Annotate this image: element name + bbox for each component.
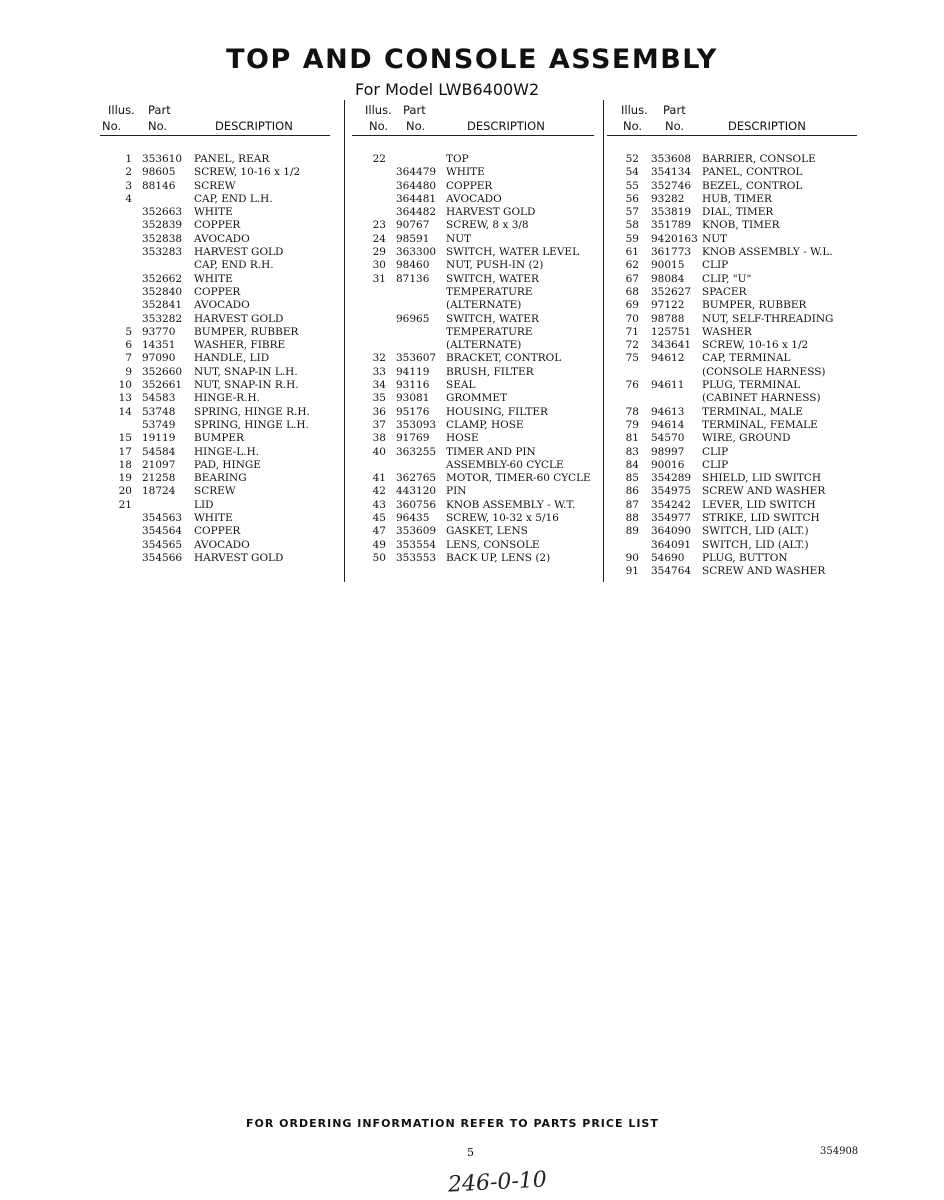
- part-number: 21258: [142, 472, 176, 485]
- part-number: 353607: [396, 352, 437, 365]
- part-number: 94612: [651, 352, 685, 365]
- illus-number: 90: [625, 551, 639, 564]
- part-number: 97122: [651, 299, 685, 312]
- part-number: 352839: [142, 219, 183, 232]
- part-description: SCREW, 8 x 3/8: [446, 219, 529, 232]
- part-number: 364091: [651, 538, 692, 551]
- illus-number: 10: [118, 379, 132, 392]
- part-description: CLIP: [702, 458, 729, 471]
- part-number: 98605: [142, 166, 176, 179]
- part-description: HARVEST GOLD: [194, 246, 284, 259]
- part-description: KNOB ASSEMBLY - W.L.: [702, 246, 833, 259]
- part-description: SCREW, 10-16 x 1/2: [702, 339, 809, 352]
- part-description: TOP: [446, 153, 469, 165]
- part-description: WHITE: [194, 272, 233, 285]
- part-description: WIRE, GROUND: [702, 432, 791, 445]
- illus-number: 50: [372, 551, 386, 564]
- part-description: AVOCADO: [194, 538, 250, 551]
- illus-number: 69: [625, 299, 639, 312]
- header-part-no: No.: [665, 119, 685, 133]
- part-number: 88146: [142, 179, 176, 192]
- illus-number: 71: [625, 325, 639, 338]
- part-number: 352840: [142, 285, 183, 298]
- part-description: BARRIER, CONSOLE: [702, 153, 816, 165]
- header-description: DESCRIPTION: [215, 119, 293, 133]
- part-number: 93770: [142, 325, 176, 338]
- illus-number: 81: [625, 432, 639, 445]
- illus-number: 37: [372, 418, 386, 431]
- header-rule: [352, 135, 594, 136]
- illus-number: 83: [625, 445, 639, 458]
- part-description: PLUG, BUTTON: [702, 551, 788, 564]
- illus-number: 13: [118, 392, 132, 405]
- part-number: 354565: [142, 538, 183, 551]
- part-number: 125751: [651, 325, 692, 338]
- header-part: Part: [663, 103, 686, 117]
- illus-number: 87: [625, 498, 639, 511]
- part-description: SWITCH, WATER LEVEL: [446, 246, 580, 259]
- illus-number: 21: [118, 498, 132, 511]
- part-description: LID: [194, 498, 214, 511]
- part-description: CAP, END L.H.: [194, 192, 273, 205]
- illus-number: 56: [625, 192, 639, 205]
- illus-number: 18: [118, 458, 132, 471]
- header-illus: Illus.: [621, 103, 648, 117]
- part-description: ASSEMBLY-60 CYCLE: [446, 458, 564, 471]
- column-divider: [603, 100, 604, 582]
- illus-number: 5: [125, 325, 132, 338]
- part-description: TERMINAL, MALE: [702, 405, 803, 418]
- illus-number: 62: [625, 259, 639, 272]
- part-number: 354289: [651, 472, 692, 485]
- illus-number: 78: [625, 405, 639, 418]
- part-number: 354566: [142, 551, 183, 564]
- part-number: 353283: [142, 246, 183, 259]
- part-number: 54584: [142, 445, 176, 458]
- part-description: WHITE: [194, 512, 233, 525]
- part-number: 97090: [142, 352, 176, 365]
- model-subtitle: For Model LWB6400W2: [355, 80, 540, 99]
- part-number: 94119: [396, 365, 430, 378]
- illus-number: 29: [372, 246, 386, 259]
- illus-number: 35: [372, 392, 386, 405]
- illus-number: 75: [625, 352, 639, 365]
- illus-number: 59: [625, 232, 639, 245]
- column-divider: [344, 100, 345, 582]
- illus-number: 43: [372, 498, 386, 511]
- part-number: 354242: [651, 498, 692, 511]
- part-description: BRACKET, CONTROL: [446, 352, 562, 365]
- parts-column-3: [615, 101, 865, 578]
- part-description: SCREW: [194, 485, 236, 498]
- part-number: 91769: [396, 432, 430, 445]
- illus-number: 41: [372, 472, 386, 485]
- part-description: SCREW AND WASHER: [702, 565, 826, 578]
- illus-number: 23: [372, 219, 386, 232]
- part-description: WHITE: [194, 206, 233, 219]
- illus-number: 4: [125, 192, 132, 205]
- illus-number: 42: [372, 485, 386, 498]
- part-description: HINGE-L.H.: [194, 445, 260, 458]
- part-description: HARVEST GOLD: [194, 312, 284, 325]
- part-description: TEMPERATURE: [446, 285, 533, 298]
- illus-number: 88: [625, 512, 639, 525]
- part-number: 90015: [651, 259, 685, 272]
- part-description: BEZEL, CONTROL: [702, 179, 803, 192]
- illus-number: 67: [625, 272, 639, 285]
- part-description: SHIELD, LID SWITCH: [702, 472, 822, 485]
- part-number: 361773: [651, 246, 692, 259]
- part-number: 90767: [396, 219, 430, 232]
- part-number: 9420163: [651, 232, 698, 245]
- illus-number: 91: [625, 565, 639, 578]
- header-illus: Illus.: [108, 103, 135, 117]
- part-description: HANDLE, LID: [194, 352, 270, 365]
- header-part: Part: [403, 103, 426, 117]
- page-title: TOP AND CONSOLE ASSEMBLY: [226, 44, 718, 75]
- header-part: Part: [148, 103, 171, 117]
- part-description: NUT, PUSH-IN (2): [446, 259, 544, 272]
- header-illus-no: No.: [102, 119, 122, 133]
- part-number: 353553: [396, 551, 437, 564]
- part-number: 364482: [396, 206, 437, 219]
- part-description: TERMINAL, FEMALE: [702, 418, 818, 431]
- part-description: HINGE-R.H.: [194, 392, 261, 405]
- part-number: 54690: [651, 551, 685, 564]
- part-number: 364090: [651, 525, 692, 538]
- part-description: BEARING: [194, 472, 247, 485]
- illus-number: 40: [372, 445, 386, 458]
- part-description: KNOB ASSEMBLY - W.T.: [446, 498, 576, 511]
- part-description: COPPER: [446, 179, 493, 192]
- document-number: 354908: [820, 1146, 859, 1157]
- illus-number: 6: [125, 339, 132, 352]
- part-description: NUT, SNAP-IN R.H.: [194, 379, 299, 392]
- part-number: 343641: [651, 339, 692, 352]
- part-number: 352660: [142, 365, 183, 378]
- part-description: PANEL, CONTROL: [702, 166, 803, 179]
- part-description: SPRING, HINGE R.H.: [194, 405, 310, 418]
- part-number: 353282: [142, 312, 183, 325]
- part-number: 93282: [651, 192, 685, 205]
- header-rule: [100, 135, 330, 136]
- header-illus: Illus.: [365, 103, 392, 117]
- part-description: (CONSOLE HARNESS): [702, 365, 826, 378]
- illus-number: 72: [625, 339, 639, 352]
- part-number: 363300: [396, 246, 437, 259]
- part-description: HUB, TIMER: [702, 192, 772, 205]
- part-description: HARVEST GOLD: [446, 206, 536, 219]
- part-description: COPPER: [194, 285, 241, 298]
- part-description: HOUSING, FILTER: [446, 405, 548, 418]
- illus-number: 15: [118, 432, 132, 445]
- part-number: 19119: [142, 432, 176, 445]
- parts-column-1: [102, 101, 338, 564]
- part-description: (ALTERNATE): [446, 299, 522, 312]
- header-description: DESCRIPTION: [728, 119, 806, 133]
- part-description: BRUSH, FILTER: [446, 365, 534, 378]
- part-number: 353093: [396, 418, 437, 431]
- part-number: 95176: [396, 405, 430, 418]
- part-number: 364481: [396, 192, 437, 205]
- part-description: GROMMET: [446, 392, 508, 405]
- part-description: AVOCADO: [194, 299, 250, 312]
- illus-number: 7: [125, 352, 132, 365]
- part-number: 94611: [651, 379, 685, 392]
- column-header: [360, 101, 600, 137]
- part-number: 94613: [651, 405, 685, 418]
- part-description: AVOCADO: [446, 192, 502, 205]
- part-description: NUT: [702, 232, 728, 245]
- part-description: PIN: [446, 485, 467, 498]
- illus-number: 45: [372, 512, 386, 525]
- illus-number: 24: [372, 232, 386, 245]
- part-description: CAP, END R.H.: [194, 259, 274, 272]
- illus-number: 17: [118, 445, 132, 458]
- part-description: COPPER: [194, 525, 241, 538]
- part-number: 14351: [142, 339, 176, 352]
- part-description: LENS, CONSOLE: [446, 538, 540, 551]
- part-description: CLIP: [702, 445, 729, 458]
- illus-number: 47: [372, 525, 386, 538]
- part-number: 53748: [142, 405, 176, 418]
- illus-number: 32: [372, 352, 386, 365]
- illus-number: 58: [625, 219, 639, 232]
- part-number: 98460: [396, 259, 430, 272]
- illus-number: 33: [372, 365, 386, 378]
- part-description: CLIP: [702, 259, 729, 272]
- part-number: 90016: [651, 458, 685, 471]
- illus-number: 38: [372, 432, 386, 445]
- illus-number: 1: [125, 153, 132, 165]
- part-description: GASKET, LENS: [446, 525, 528, 538]
- part-description: SWITCH, WATER: [446, 312, 539, 325]
- illus-number: 85: [625, 472, 639, 485]
- part-description: SEAL: [446, 379, 476, 392]
- illus-number: 9: [125, 365, 132, 378]
- part-number: 353610: [142, 153, 183, 165]
- part-number: 364480: [396, 179, 437, 192]
- part-number: 96965: [396, 312, 430, 325]
- part-description: SPACER: [702, 285, 747, 298]
- header-illus-no: No.: [623, 119, 643, 133]
- handwritten-note: 246-0-10: [447, 1167, 548, 1198]
- part-number: 443120: [396, 485, 437, 498]
- part-description: BACK UP, LENS (2): [446, 551, 551, 564]
- illus-number: 57: [625, 206, 639, 219]
- part-description: DIAL, TIMER: [702, 206, 774, 219]
- part-number: 360756: [396, 498, 437, 511]
- illus-number: 30: [372, 259, 386, 272]
- part-description: NUT, SELF-THREADING: [702, 312, 834, 325]
- part-number: 21097: [142, 458, 176, 471]
- illus-number: 52: [625, 153, 639, 165]
- illus-number: 70: [625, 312, 639, 325]
- part-description: WASHER: [702, 325, 752, 338]
- part-number: 353819: [651, 206, 692, 219]
- header-illus-no: No.: [369, 119, 389, 133]
- part-number: 93116: [396, 379, 430, 392]
- part-description: HARVEST GOLD: [194, 551, 284, 564]
- part-description: AVOCADO: [194, 232, 250, 245]
- part-number: 352746: [651, 179, 692, 192]
- part-number: 354134: [651, 166, 692, 179]
- part-description: WASHER, FIBRE: [194, 339, 286, 352]
- part-description: SWITCH, LID (ALT.): [702, 525, 809, 538]
- part-number: 352841: [142, 299, 183, 312]
- part-number: 352661: [142, 379, 183, 392]
- illus-number: 3: [125, 179, 132, 192]
- part-description: SWITCH, LID (ALT.): [702, 538, 809, 551]
- part-description: KNOB, TIMER: [702, 219, 780, 232]
- part-number: 54583: [142, 392, 176, 405]
- part-number: 98591: [396, 232, 430, 245]
- illus-number: 68: [625, 285, 639, 298]
- illus-number: 20: [118, 485, 132, 498]
- part-number: 54570: [651, 432, 685, 445]
- part-number: 352663: [142, 206, 183, 219]
- part-number: 353608: [651, 153, 692, 165]
- part-number: 354564: [142, 525, 183, 538]
- part-description: CLIP, "U": [702, 272, 752, 285]
- part-description: SCREW AND WASHER: [702, 485, 826, 498]
- part-number: 352838: [142, 232, 183, 245]
- illus-number: 19: [118, 472, 132, 485]
- illus-number: 89: [625, 525, 639, 538]
- part-description: BUMPER, RUBBER: [702, 299, 807, 312]
- parts-column-2: [360, 101, 600, 564]
- part-number: 354764: [651, 565, 692, 578]
- part-number: 94614: [651, 418, 685, 431]
- part-number: 351789: [651, 219, 692, 232]
- ordering-info-footer: FOR ORDERING INFORMATION REFER TO PARTS PRICE LIST: [246, 1117, 659, 1130]
- part-number: 352627: [651, 285, 692, 298]
- part-number: 98788: [651, 312, 685, 325]
- page-number: 5: [467, 1146, 474, 1159]
- part-number: 362765: [396, 472, 437, 485]
- part-description: NUT: [446, 232, 472, 245]
- part-description: PANEL, REAR: [194, 153, 270, 165]
- illus-number: 86: [625, 485, 639, 498]
- part-description: (CABINET HARNESS): [702, 392, 821, 405]
- header-description: DESCRIPTION: [467, 119, 545, 133]
- part-description: SCREW: [194, 179, 236, 192]
- part-number: 98084: [651, 272, 685, 285]
- part-description: PAD, HINGE: [194, 458, 261, 471]
- part-number: 352662: [142, 272, 183, 285]
- part-description: CAP, TERMINAL: [702, 352, 791, 365]
- part-number: 353609: [396, 525, 437, 538]
- column-header: [102, 101, 338, 137]
- illus-number: 31: [372, 272, 386, 285]
- illus-number: 36: [372, 405, 386, 418]
- part-description: (ALTERNATE): [446, 339, 522, 352]
- illus-number: 14: [118, 405, 132, 418]
- illus-number: 79: [625, 418, 639, 431]
- part-number: 354563: [142, 512, 183, 525]
- part-description: WHITE: [446, 166, 485, 179]
- part-number: 87136: [396, 272, 430, 285]
- part-description: PLUG, TERMINAL: [702, 379, 801, 392]
- illus-number: 2: [125, 166, 132, 179]
- part-number: 354975: [651, 485, 692, 498]
- part-description: SWITCH, WATER: [446, 272, 539, 285]
- illus-number: 84: [625, 458, 639, 471]
- part-number: 353554: [396, 538, 437, 551]
- part-description: SPRING, HINGE L.H.: [194, 418, 309, 431]
- part-description: HOSE: [446, 432, 479, 445]
- part-number: 363255: [396, 445, 437, 458]
- part-number: 98997: [651, 445, 685, 458]
- illus-number: 34: [372, 379, 386, 392]
- part-number: 354977: [651, 512, 692, 525]
- illus-number: 49: [372, 538, 386, 551]
- part-description: BUMPER: [194, 432, 244, 445]
- illus-number: 55: [625, 179, 639, 192]
- part-description: TIMER AND PIN: [446, 445, 536, 458]
- part-description: LEVER, LID SWITCH: [702, 498, 816, 511]
- part-description: MOTOR, TIMER-60 CYCLE: [446, 472, 591, 485]
- illus-number: 61: [625, 246, 639, 259]
- part-number: 364479: [396, 166, 437, 179]
- illus-number: 54: [625, 166, 639, 179]
- part-number: 96435: [396, 512, 430, 525]
- header-part-no: No.: [148, 119, 168, 133]
- part-description: SCREW, 10-32 x 5/16: [446, 512, 559, 525]
- header-rule: [607, 135, 857, 136]
- part-description: SCREW, 10-16 x 1/2: [194, 166, 301, 179]
- illus-number: 76: [625, 379, 639, 392]
- part-description: STRIKE, LID SWITCH: [702, 512, 820, 525]
- part-number: 18724: [142, 485, 176, 498]
- part-description: BUMPER, RUBBER: [194, 325, 299, 338]
- column-header: [615, 101, 865, 137]
- part-number: 93081: [396, 392, 430, 405]
- part-description: TEMPERATURE: [446, 325, 533, 338]
- part-description: COPPER: [194, 219, 241, 232]
- illus-number: 22: [372, 153, 386, 165]
- part-number: 53749: [142, 418, 176, 431]
- part-description: CLAMP, HOSE: [446, 418, 524, 431]
- header-part-no: No.: [406, 119, 426, 133]
- part-description: NUT, SNAP-IN L.H.: [194, 365, 298, 378]
